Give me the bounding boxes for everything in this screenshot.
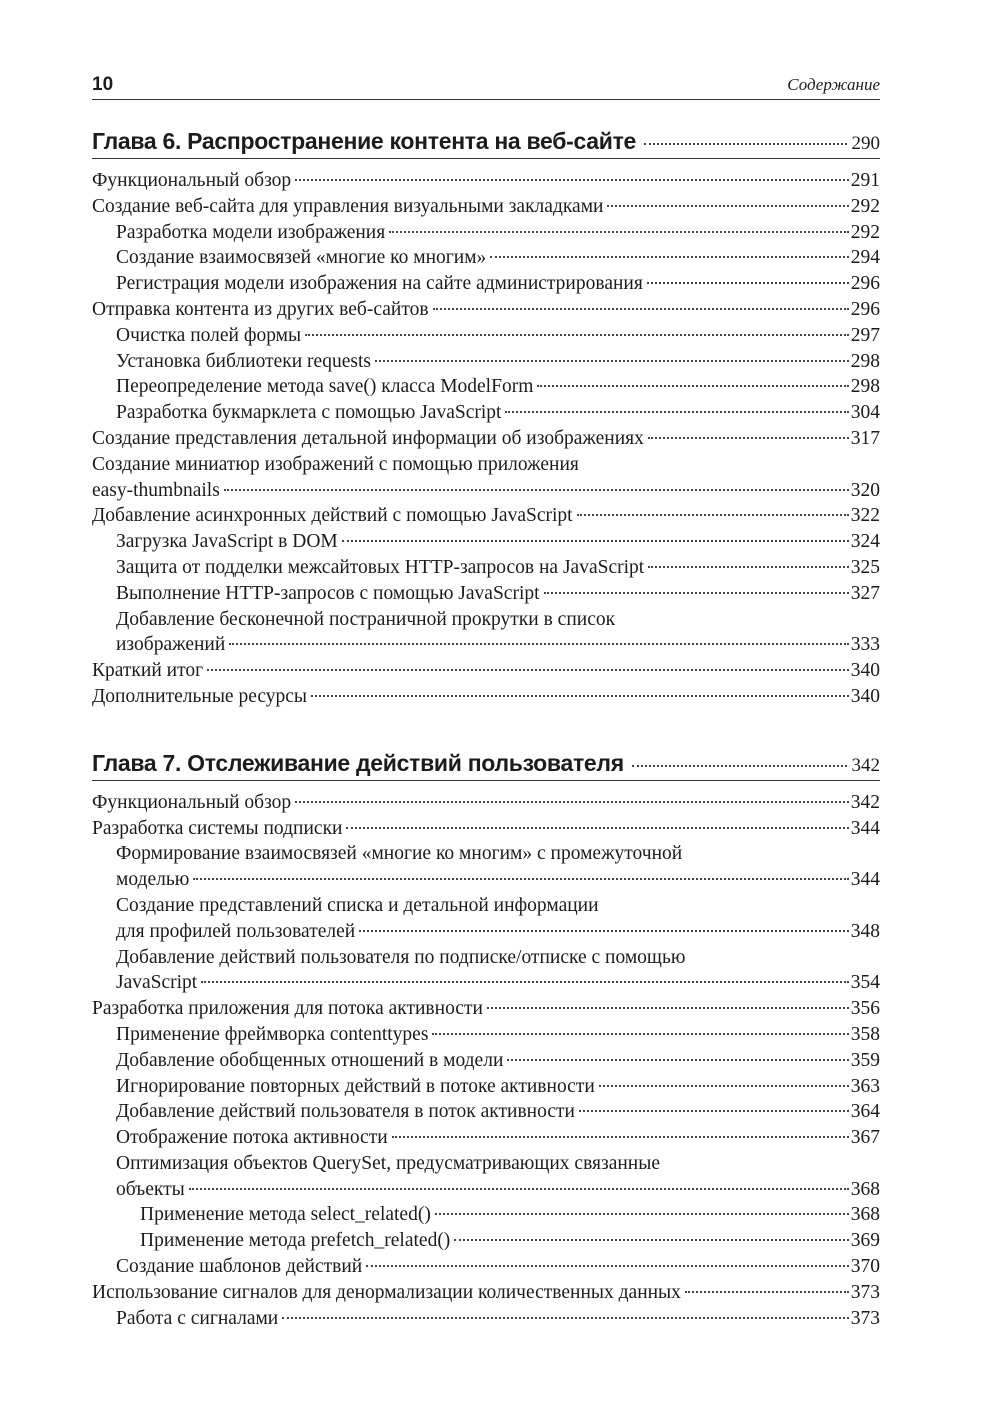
- toc-entry-text: Регистрация модели изображения на сайте администрирования: [116, 273, 643, 295]
- toc-entry-page: 327: [850, 582, 880, 604]
- toc-entry-page: 340: [850, 685, 880, 707]
- toc-entry-text: Добавление асинхронных действий с помощью JavaScript: [92, 505, 573, 527]
- toc-entry-text: Создание шаблонов действий: [116, 1256, 363, 1278]
- dot-leader: [282, 1317, 849, 1319]
- chapter-heading[interactable]: [92, 750, 880, 781]
- dot-leader: [490, 256, 848, 258]
- toc-entry[interactable]: [92, 1048, 880, 1074]
- toc-entry[interactable]: [92, 581, 880, 607]
- dot-leader: [487, 1007, 849, 1009]
- toc-entry[interactable]: [92, 996, 880, 1022]
- toc-entry-text: Использование сигналов для денормализации количественных данных: [92, 1281, 681, 1303]
- toc-entry-page: 296: [850, 273, 880, 295]
- dot-leader: [647, 282, 849, 284]
- toc-entry-text: объекты: [116, 1178, 185, 1200]
- toc-entry-text: JavaScript: [116, 972, 198, 994]
- toc-entry-page: 364: [850, 1101, 880, 1123]
- dot-leader: [229, 643, 848, 645]
- toc-entry-text-line: Создание миниатюр изображений с помощью приложения: [92, 453, 579, 475]
- toc-entry-text: Применение фреймворка contenttypes: [116, 1023, 429, 1045]
- toc-entry-text: Разработка системы подписки: [92, 817, 343, 839]
- toc-entry-text: Отправка контента из других веб-сайтов: [92, 298, 429, 320]
- toc-entry-text: Краткий итог: [92, 660, 204, 682]
- dot-leader: [507, 1059, 848, 1061]
- toc-entry[interactable]: [92, 452, 880, 504]
- dot-leader: [311, 695, 849, 697]
- chapter-page: 342: [851, 754, 880, 776]
- chapter-heading[interactable]: [92, 128, 880, 159]
- toc-entry[interactable]: [92, 1125, 880, 1151]
- toc-entry-text-line: Формирование взаимосвязей «многие ко многим» с промежуточной: [116, 843, 683, 865]
- toc-entry[interactable]: [92, 555, 880, 581]
- toc-entry-text: Выполнение HTTP-запросов с помощью JavaScript: [116, 582, 540, 604]
- toc-entry-page: 294: [850, 247, 880, 269]
- toc-page: [92, 68, 880, 1331]
- toc-entry-page: 367: [850, 1127, 880, 1149]
- page-header: [92, 68, 880, 100]
- dot-leader: [342, 540, 849, 542]
- toc-entry-page: 291: [850, 170, 880, 191]
- toc-entry-page: 373: [850, 1307, 880, 1329]
- toc-entry-text: Работа с сигналами: [116, 1307, 279, 1329]
- dot-leader: [454, 1239, 848, 1241]
- toc-entry-page: 298: [850, 350, 880, 372]
- chapter-title: Глава 7. Отслеживание действий пользователя: [92, 749, 624, 776]
- toc-entry[interactable]: [92, 194, 880, 220]
- toc-entry[interactable]: [92, 297, 880, 323]
- toc-entry[interactable]: [92, 374, 880, 400]
- toc-entry[interactable]: [92, 1280, 880, 1306]
- dot-leader: [648, 437, 849, 439]
- toc-entry[interactable]: [92, 841, 880, 893]
- dot-leader: [435, 1213, 849, 1215]
- toc-entry[interactable]: [92, 1151, 880, 1203]
- toc-entry[interactable]: [92, 607, 880, 659]
- chapter-title: Глава 6. Распространение контента на веб-сайте: [92, 128, 637, 154]
- toc-entry-page: 304: [850, 402, 880, 424]
- dot-leader: [579, 1110, 849, 1112]
- toc-entry-page: 344: [850, 869, 880, 891]
- toc-entry[interactable]: [92, 323, 880, 349]
- toc-entry[interactable]: [92, 271, 880, 297]
- dot-leader: [632, 765, 847, 767]
- dot-leader: [685, 1291, 849, 1293]
- toc-entry-page: 368: [850, 1178, 880, 1200]
- toc-entry[interactable]: [92, 400, 880, 426]
- dot-leader: [193, 878, 848, 880]
- toc-entry-page: 370: [850, 1256, 880, 1278]
- toc-entry-page: 358: [850, 1023, 880, 1045]
- toc-entry[interactable]: [92, 816, 880, 842]
- toc-entry[interactable]: [92, 1022, 880, 1048]
- toc-entry-page: 324: [850, 531, 880, 553]
- toc-entry-page: 340: [850, 660, 880, 682]
- toc-entry-text: Добавление обобщенных отношений в модели: [116, 1049, 504, 1071]
- toc-entry-page: 359: [850, 1049, 880, 1071]
- toc-entry-page: 325: [850, 556, 880, 578]
- toc-entry-text: Разработка модели изображения: [116, 221, 386, 243]
- toc-entry[interactable]: [92, 1099, 880, 1125]
- toc-entry-page: 298: [850, 376, 880, 398]
- toc-entry-text: моделью: [116, 869, 190, 891]
- toc-entry[interactable]: [92, 1202, 880, 1228]
- dot-leader: [224, 489, 849, 491]
- toc-entry[interactable]: [92, 503, 880, 529]
- toc-entry-text: Создание веб-сайта для управления визуальными закладками: [92, 195, 604, 217]
- toc-entry[interactable]: [92, 1074, 880, 1100]
- dot-leader: [607, 205, 848, 207]
- dot-leader: [433, 308, 849, 310]
- toc-entry[interactable]: [92, 945, 880, 997]
- toc-entry-text: Очистка полей формы: [116, 324, 302, 346]
- toc-entry[interactable]: [92, 426, 880, 452]
- dot-leader: [505, 411, 848, 413]
- toc-entry-text: Создание взаимосвязей «многие ко многим»: [116, 247, 487, 269]
- toc-entry-text: Разработка приложения для потока активности: [92, 998, 483, 1020]
- toc-entry[interactable]: [92, 790, 880, 816]
- toc-entry-text: Применение метода select_related(): [140, 1204, 431, 1226]
- toc-entry[interactable]: [92, 245, 880, 271]
- dot-leader: [346, 827, 848, 829]
- toc-entry-text-line: Добавление действий пользователя по подписке/отписке с помощью: [116, 946, 686, 968]
- toc-entry[interactable]: [92, 684, 880, 710]
- toc-entry-text: Дополнительные ресурсы: [92, 685, 307, 707]
- toc-entry[interactable]: [92, 220, 880, 246]
- dot-leader: [577, 514, 849, 516]
- toc-entry-text: Игнорирование повторных действий в потоке активности: [116, 1075, 595, 1097]
- toc-entry-page: 373: [850, 1281, 880, 1303]
- toc-entry-text: Добавление действий пользователя в поток активности: [116, 1101, 575, 1123]
- toc-entry-text: Применение метода prefetch_related(): [140, 1230, 451, 1252]
- page-number: 10: [92, 74, 114, 95]
- toc-entry-text: Создание представления детальной информации об изображениях: [92, 427, 644, 449]
- toc-entry-text: Функциональный обзор: [92, 791, 292, 813]
- toc-entry[interactable]: [92, 349, 880, 375]
- toc-entry-page: 344: [850, 817, 880, 839]
- toc-entry-page: 297: [850, 324, 880, 346]
- dot-leader: [305, 334, 849, 336]
- dot-leader: [389, 231, 849, 233]
- toc-entry-page: 320: [850, 479, 880, 501]
- toc-entry-text: Функциональный обзор: [92, 170, 292, 191]
- dot-leader: [295, 801, 849, 803]
- toc-entry-text: easy-thumbnails: [92, 479, 220, 501]
- dot-leader: [375, 360, 849, 362]
- toc-entry[interactable]: [92, 893, 880, 945]
- dot-leader: [201, 981, 849, 983]
- toc-entry-text: изображений: [116, 634, 226, 656]
- toc-entry-text: для профилей пользователей: [116, 920, 356, 942]
- dot-leader: [599, 1085, 849, 1087]
- dot-leader: [366, 1265, 849, 1267]
- toc-entry-text: Разработка букмарклета с помощью JavaScript: [116, 402, 502, 424]
- dot-leader: [359, 930, 849, 932]
- toc-entry-page: 292: [850, 221, 880, 243]
- toc-entry-page: 342: [850, 791, 880, 813]
- toc-entry-page: 333: [850, 634, 880, 656]
- toc-entry-text: Переопределение метода save() класса ModelForm: [116, 376, 534, 398]
- toc-entry-page: 296: [850, 298, 880, 320]
- toc-entry-page: 369: [850, 1230, 880, 1252]
- toc-entry-page: 356: [850, 998, 880, 1020]
- dot-leader: [207, 669, 849, 671]
- toc-entry-text: Установка библиотеки requests: [116, 350, 371, 372]
- toc-entry-text: Отображение потока активности: [116, 1127, 388, 1149]
- toc-entry-text-line: Оптимизация объектов QuerySet, предусматривающих связанные: [116, 1152, 660, 1174]
- toc-entry-page: 322: [850, 505, 880, 527]
- toc-entry[interactable]: [92, 1254, 880, 1280]
- toc-entry[interactable]: [92, 658, 880, 684]
- dot-leader: [189, 1188, 849, 1190]
- table-of-contents: [92, 128, 880, 1331]
- toc-entry-page: 354: [850, 972, 880, 994]
- running-head: Содержание: [787, 75, 880, 94]
- dot-leader: [392, 1136, 849, 1138]
- dot-leader: [544, 592, 849, 594]
- toc-entry-page: 292: [850, 195, 880, 217]
- toc-entry-page: 317: [850, 427, 880, 449]
- toc-entry-text: Защита от подделки межсайтовых HTTP-запросов на JavaScript: [116, 556, 645, 578]
- toc-entry[interactable]: [92, 1306, 880, 1332]
- toc-entry-page: 348: [850, 920, 880, 942]
- chapter-page: 290: [851, 133, 880, 154]
- toc-entry-text-line: Создание представлений списка и детальной информации: [116, 894, 599, 916]
- dot-leader: [295, 179, 849, 181]
- toc-entry[interactable]: [92, 529, 880, 555]
- dot-leader: [432, 1033, 848, 1035]
- toc-entry-page: 368: [850, 1204, 880, 1226]
- toc-entry-text: Загрузка JavaScript в DOM: [116, 531, 338, 553]
- toc-entry[interactable]: [92, 168, 880, 194]
- toc-entry[interactable]: [92, 1228, 880, 1254]
- toc-entry-page: 363: [850, 1075, 880, 1097]
- dot-leader: [648, 566, 849, 568]
- dot-leader: [644, 143, 846, 145]
- dot-leader: [537, 385, 848, 387]
- toc-entry-text-line: Добавление бесконечной постраничной прокрутки в список: [116, 608, 616, 630]
